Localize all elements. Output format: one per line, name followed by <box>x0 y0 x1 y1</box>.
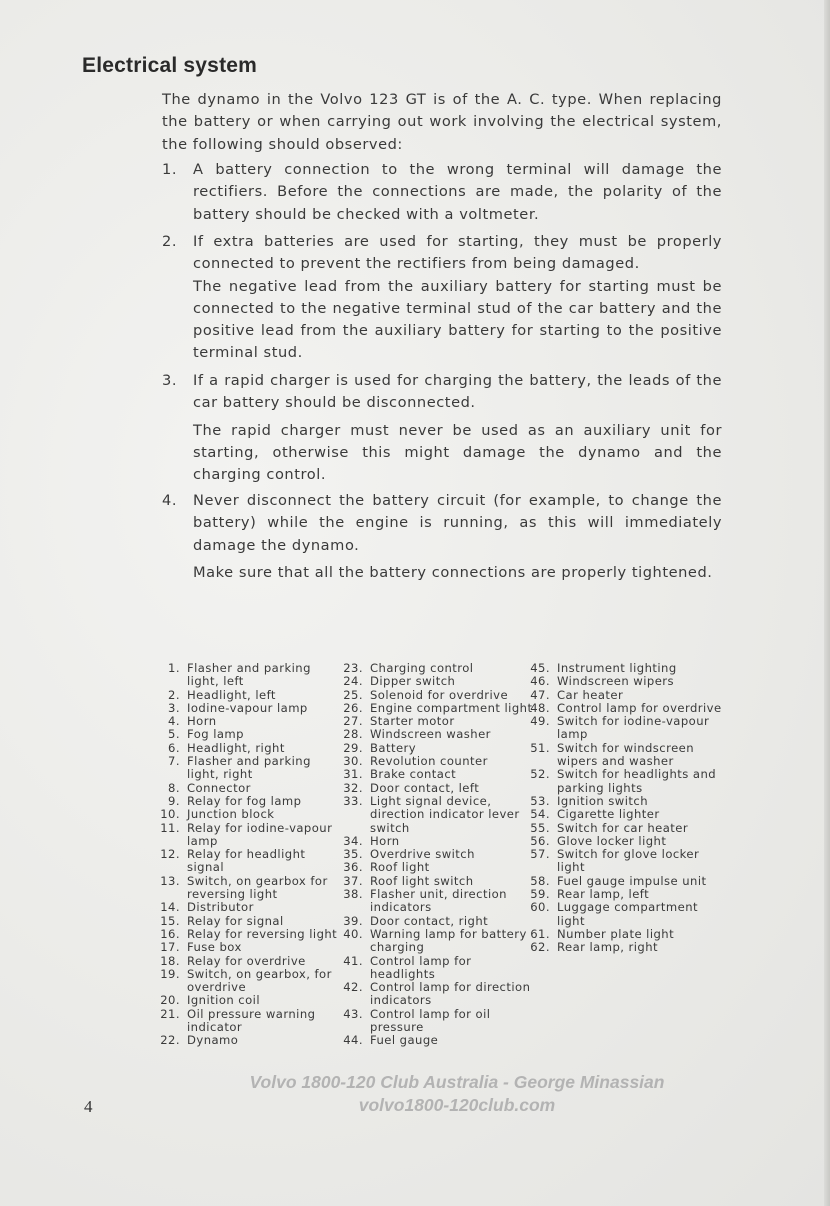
legend-number: 19. <box>160 966 180 981</box>
legend-number: 27. <box>343 714 363 729</box>
legend-number: 45. <box>530 661 550 675</box>
legend-item <box>522 822 722 835</box>
item-number: 1. <box>162 161 178 178</box>
legend-label: Control lamp for oil pressure <box>370 1006 491 1035</box>
legend-number: 20. <box>160 993 180 1008</box>
legend-item <box>152 955 342 968</box>
legend-number: 13. <box>160 873 180 888</box>
legend-label: Headlight, right <box>187 740 285 755</box>
legend-number: 26. <box>343 700 363 715</box>
legend-item <box>152 795 342 808</box>
item-number: 3. <box>162 372 178 389</box>
legend-number: 36. <box>343 860 363 875</box>
legend-number: 18. <box>160 953 180 968</box>
legend-number: 30. <box>343 754 363 769</box>
legend-number: 52. <box>530 767 550 782</box>
legend-label: Junction block <box>187 807 275 822</box>
legend-label: Dipper switch <box>370 674 456 689</box>
legend-number: 2. <box>168 687 180 702</box>
legend-item <box>152 848 342 875</box>
legend-item <box>335 675 535 688</box>
legend-number: 15. <box>160 913 180 928</box>
legend-label: Warning lamp for battery charging <box>370 926 527 955</box>
legend-number: 46. <box>530 674 550 689</box>
legend-label: Control lamp for direction indicators <box>370 980 531 1008</box>
legend-number: 31. <box>343 767 363 782</box>
legend-label: Luggage compartment light <box>557 900 699 928</box>
legend-label: Oil pressure warning indicator <box>187 1006 316 1035</box>
legend-number: 14. <box>160 900 180 915</box>
legend-number: 17. <box>160 940 180 955</box>
legend-item <box>335 662 535 675</box>
legend-label: Roof light switch <box>370 873 474 888</box>
legend-number: 43. <box>343 1006 363 1021</box>
legend-label: Light signal device, direction indicator lever switch <box>370 793 520 835</box>
legend-item <box>152 782 342 795</box>
legend-label: Fog lamp <box>187 727 244 742</box>
item-paragraph: Never disconnect the battery circuit (for example, to change the battery) while the engine is running, as this will immediately damage the dynamo. <box>193 492 722 554</box>
legend-number: 12. <box>160 847 180 862</box>
legend-number: 41. <box>343 953 363 968</box>
legend-item <box>335 1008 535 1035</box>
legend-number: 34. <box>343 833 363 848</box>
legend-label: Relay for headlight signal <box>187 847 306 875</box>
legend-item <box>152 689 342 702</box>
legend-item <box>152 742 342 755</box>
item-paragraph: If a rapid charger is used for charging the battery, the leads of the car battery should be disconnected. <box>193 372 722 412</box>
item-paragraph: The rapid charger must never be used as an auxiliary unit for starting, otherwise this might damage the dynamo and the charging control. <box>193 421 722 484</box>
legend-label: Number plate light <box>557 926 675 941</box>
legend-label: Switch, on gearbox for reversing light <box>187 873 328 902</box>
legend-number: 51. <box>530 740 550 755</box>
legend-label: Cigarette lighter <box>557 807 660 822</box>
legend-number: 54. <box>530 807 550 822</box>
legend-item <box>152 755 342 782</box>
legend-item <box>152 822 342 849</box>
legend-item <box>522 835 722 848</box>
numbered-item <box>162 159 722 226</box>
legend-item <box>522 768 722 795</box>
legend-item <box>335 875 535 888</box>
legend-number: 62. <box>530 940 550 955</box>
legend-item <box>522 875 722 888</box>
legend-item <box>152 915 342 928</box>
legend-number: 37. <box>343 873 363 888</box>
legend-item <box>335 768 535 781</box>
legend-label: Control lamp for headlights <box>370 953 472 981</box>
legend-label: Windscreen washer <box>370 727 491 742</box>
legend-number: 60. <box>530 900 550 915</box>
legend-number: 4. <box>168 714 180 729</box>
legend-number: 44. <box>343 1033 363 1048</box>
legend-item <box>522 808 722 821</box>
legend-number: 39. <box>343 913 363 928</box>
legend-label: Revolution counter <box>370 754 488 769</box>
legend-label: Relay for overdrive <box>187 953 306 968</box>
legend-item <box>152 808 342 821</box>
legend-item <box>152 728 342 741</box>
legend-number: 7. <box>168 754 180 769</box>
legend-number: 9. <box>168 793 180 808</box>
legend-label: Door contact, left <box>370 780 480 795</box>
legend-label: Rear lamp, right <box>557 940 659 955</box>
legend-number: 56. <box>530 833 550 848</box>
legend-label: Fuse box <box>187 940 242 955</box>
legend-number: 32. <box>343 780 363 795</box>
legend-item <box>152 715 342 728</box>
legend-label: Relay for iodine-vapour lamp <box>187 820 333 848</box>
legend-number: 59. <box>530 887 550 902</box>
legend-label: Dynamo <box>187 1033 239 1048</box>
legend-label: Connector <box>187 780 251 795</box>
legend-label: Overdrive switch <box>370 847 475 862</box>
legend-label: Fuel gauge impulse unit <box>557 873 707 888</box>
legend-item <box>522 715 722 742</box>
legend-number: 33. <box>343 793 363 808</box>
item-number: 2. <box>162 233 178 250</box>
legend-item <box>522 901 722 928</box>
legend-label: Relay for reversing light <box>187 926 338 941</box>
item-paragraph: The negative lead from the auxiliary battery for starting must be connected to the negative terminal stud of the car battery and the positive lead from the auxiliary battery for starting to the positive terminal stud. <box>193 277 722 362</box>
legend-label: Engine compartment light <box>370 700 533 715</box>
legend-label: Headlight, left <box>187 687 276 702</box>
numbered-item <box>162 231 722 365</box>
legend-label: Horn <box>187 714 217 729</box>
legend-item <box>152 941 342 954</box>
legend-item <box>335 955 535 982</box>
legend-item <box>522 662 722 675</box>
legend-label: Iodine-vapour lamp <box>187 700 308 715</box>
legend-item <box>335 742 535 755</box>
legend-label: Flasher and parking light, left <box>187 661 311 689</box>
legend-label: Control lamp for overdrive <box>557 700 722 715</box>
legend-column-3 <box>522 662 722 955</box>
legend-item <box>152 702 342 715</box>
legend-number: 58. <box>530 873 550 888</box>
legend-item <box>335 755 535 768</box>
legend-item <box>522 795 722 808</box>
legend-label: Switch for car heater <box>557 820 689 835</box>
legend-item <box>335 702 535 715</box>
legend-number: 61. <box>530 926 550 941</box>
legend-item <box>522 689 722 702</box>
item-paragraph: Make sure that all the battery connections are properly tightened. <box>193 563 713 581</box>
item-paragraph: A battery connection to the wrong terminal will damage the rectifiers. Before the connections are made, the polarity of the battery should be checked with a voltmeter. <box>193 161 722 223</box>
legend-label: Switch, on gearbox, for overdrive <box>187 966 332 995</box>
legend-item <box>152 994 342 1007</box>
legend-number: 55. <box>530 820 550 835</box>
legend-label: Brake contact <box>370 767 457 782</box>
legend-label: Switch for windscreen wipers and washer <box>557 740 695 769</box>
legend-number: 49. <box>530 714 550 729</box>
legend-item <box>335 689 535 702</box>
legend-number: 29. <box>343 740 363 755</box>
page-title: Electrical system <box>82 54 258 77</box>
numbered-item <box>162 490 722 584</box>
legend-item <box>335 835 535 848</box>
legend-item <box>335 782 535 795</box>
page-number: 4 <box>84 1097 93 1116</box>
legend-number: 8. <box>168 780 180 795</box>
legend-number: 40. <box>343 926 363 941</box>
legend-item <box>335 715 535 728</box>
legend-item <box>335 981 535 1008</box>
legend-number: 47. <box>530 687 550 702</box>
legend-item <box>522 941 722 954</box>
legend-number: 24. <box>343 674 363 689</box>
legend-item <box>152 1034 342 1047</box>
legend-item <box>152 1008 342 1035</box>
legend-item <box>335 861 535 874</box>
legend-item <box>522 888 722 901</box>
legend-number: 28. <box>343 727 363 742</box>
item-paragraph: If extra batteries are used for starting, they must be properly connected to prevent the rectifiers from being damaged. <box>193 233 722 273</box>
legend-item <box>152 662 342 689</box>
legend-item <box>522 742 722 769</box>
intro-paragraph: The dynamo in the Volvo 123 GT is of the A. C. type. When replacing the battery or when carrying out work involving the electrical system, the following should observed: <box>162 91 722 153</box>
legend-number: 22. <box>160 1033 180 1048</box>
legend-label: Door contact, right <box>370 913 489 928</box>
legend-label: Rear lamp, left <box>557 887 650 902</box>
legend-number: 48. <box>530 700 550 715</box>
legend-label: Switch for glove locker light <box>557 847 700 875</box>
legend-label: Switch for iodine-vapour lamp <box>557 714 710 742</box>
legend-item <box>335 848 535 861</box>
legend-number: 21. <box>160 1006 180 1021</box>
legend-label: Windscreen wipers <box>557 674 675 689</box>
numbered-item <box>162 370 722 486</box>
watermark-title: Volvo 1800-120 Club Australia - George Minassian <box>249 1072 665 1092</box>
legend-number: 3. <box>168 700 180 715</box>
legend-number: 1. <box>168 661 180 675</box>
legend-label: Charging control <box>370 661 474 675</box>
legend-column-2 <box>335 662 535 1048</box>
legend-label: Flasher unit, direction indicators <box>370 887 507 915</box>
legend-item <box>152 875 342 902</box>
legend-number: 10. <box>160 807 180 822</box>
legend-label: Horn <box>370 833 400 848</box>
legend-item <box>522 675 722 688</box>
legend-item <box>335 928 535 955</box>
legend-number: 53. <box>530 793 550 808</box>
legend-label: Switch for headlights and parking lights <box>557 767 717 795</box>
legend-number: 57. <box>530 847 550 862</box>
legend-number: 16. <box>160 926 180 941</box>
legend-number: 5. <box>168 727 180 742</box>
item-number: 4. <box>162 492 178 509</box>
legend-label: Ignition coil <box>187 993 261 1008</box>
legend-label: Relay for signal <box>187 913 284 928</box>
legend-column-1 <box>152 662 342 1048</box>
legend-label: Ignition switch <box>557 793 649 808</box>
legend-item <box>152 968 342 995</box>
legend-number: 38. <box>343 887 363 902</box>
legend-number: 23. <box>343 661 363 675</box>
legend-number: 11. <box>160 820 180 835</box>
legend-number: 6. <box>168 740 180 755</box>
legend-label: Flasher and parking light, right <box>187 754 311 782</box>
legend-label: Starter motor <box>370 714 455 729</box>
legend-item <box>335 1034 535 1047</box>
legend-item <box>152 928 342 941</box>
legend-number: 25. <box>343 687 363 702</box>
legend-item <box>522 928 722 941</box>
legend-label: Battery <box>370 740 417 755</box>
legend-label: Instrument lighting <box>557 661 677 675</box>
page-edge-shadow <box>824 0 830 1206</box>
legend-number: 42. <box>343 980 363 995</box>
legend-label: Solenoid for overdrive <box>370 687 509 702</box>
legend-item <box>335 795 535 835</box>
legend-item <box>522 702 722 715</box>
legend-label: Roof light <box>370 860 430 875</box>
legend-label: Relay for fog lamp <box>187 793 302 808</box>
legend-item <box>152 901 342 914</box>
legend-label: Glove locker light <box>557 833 667 848</box>
legend-item <box>335 888 535 915</box>
legend-item <box>522 848 722 875</box>
watermark-url: volvo1800-120club.com <box>358 1095 556 1115</box>
legend-number: 35. <box>343 847 363 862</box>
legend-item <box>335 915 535 928</box>
legend-label: Distributor <box>187 900 254 915</box>
legend-label: Fuel gauge <box>370 1033 439 1048</box>
legend-label: Car heater <box>557 687 624 702</box>
legend-item <box>335 728 535 741</box>
